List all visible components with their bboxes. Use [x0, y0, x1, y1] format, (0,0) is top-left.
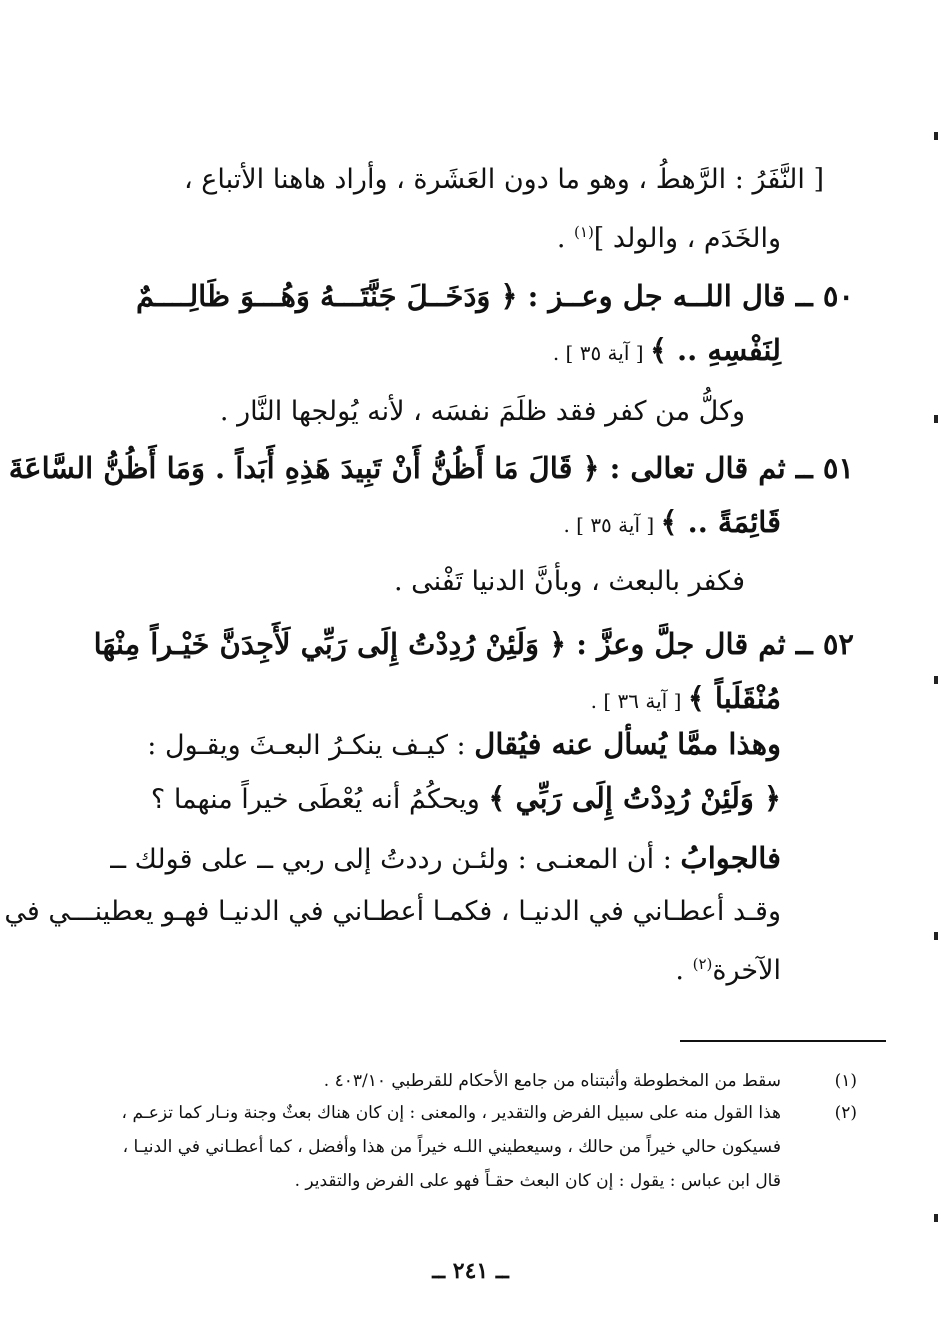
answer-line-2: وقـد أعطـاني في الدنيـا ، فكمـا أعطـاني في الدنيـا فهـو يعطينـــي في — [4, 896, 781, 927]
verse-52-line-2: مُنْقَلَباً ﴾ [ آية ٣٦ ] . — [590, 681, 781, 715]
scan-mark — [934, 1214, 938, 1222]
page-number: ــ ٢٤١ ــ — [432, 1258, 509, 1284]
scan-mark — [934, 415, 938, 423]
footnote-separator — [680, 1040, 886, 1042]
gloss-line-2: والخَدَم ، والولد ]$^{(١)}$ . — [556, 223, 781, 254]
footnote-2-line-1: هذا القول منه على سبيل الفرض والتقدير ، والمعنى : إن كان هناك بعثٌ وجنة ونـار كما تزعـم ، — [121, 1103, 781, 1123]
verse-50-ref: [ آية ٣٥ ] . — [552, 341, 650, 365]
scan-mark — [934, 676, 938, 684]
footnote-1-number: (١) — [834, 1071, 857, 1091]
footnote-1-text: سقط من المخطوطة وأثبتناه من جامع الأحكام للقرطبي ٤٠٣/١٠ . — [323, 1071, 781, 1091]
comment-50: وكلُّ من كفر فقد ظلَمَ نفسَه ، لأنه يُولجها النَّار . — [219, 396, 745, 427]
scan-mark — [934, 132, 938, 140]
verse-52-ref: [ آية ٣٦ ] . — [590, 689, 688, 713]
footnote-ref-1[interactable]: (١) — [574, 223, 594, 241]
gloss-line-1: [ النَّفَرُ : الرَّهطُ ، وهو ما دون العَشَرة ، وأراد هاهنا الأتباع ، — [183, 164, 824, 195]
footnote-2-number: (٢) — [834, 1103, 857, 1123]
footnote-2-line-2: فسيكون حالي خيراً من حالك ، وسيعطيني اللـه خيراً من هذا وأفضل ، كما أعطـاني في الدنيـا ، — [122, 1137, 781, 1157]
verse-50-line-1: ٥٠ ــ قال اللــه جل وعــز : ﴿ وَدَخَــلَ جَنَّتَـــهُ وَهُـــوَ ظَالِــــمٌ — [136, 279, 854, 313]
answer-line-3: الآخرة$^{(٢)}$ . — [675, 955, 781, 986]
scan-mark — [934, 932, 938, 940]
verse-50-line-2: لِنَفْسِهِ .. ﴾ [ آية ٣٥ ] . — [552, 333, 781, 367]
question-line-2: ﴿ وَلَئِنْ رُدِدْتُ إِلَى رَبِّي ﴾ ويحكُمُ أنه يُعْطَى خيراً منهما ؟ — [150, 781, 781, 815]
footnote-2-line-3: قال ابن عباس : يقول : إن كان البعث حقـاً فهو على الفرض والتقدير . — [294, 1171, 781, 1191]
verse-52-line-1: ٥٢ ــ ثم قال جلَّ وعزَّ : ﴿ وَلَئِنْ رُدِدْتُ إِلَى رَبِّي لَأَجِدَنَّ خَيْـراً مِنْهَا — [93, 627, 854, 661]
verse-51-line-1: ٥١ ــ ثم قال تعالى : ﴿ قَالَ مَا أَظُنُّ أَنْ تَبِيدَ هَذِهِ أَبَداً . وَمَا أَظُنُّ السَّاعَةَ — [8, 451, 854, 485]
footnote-ref-2[interactable]: (٢) — [692, 955, 713, 973]
verse-51-line-2: قَائِمَةً .. ﴾ [ آية ٣٥ ] . — [563, 505, 781, 539]
answer-line-1: فالجوابُ : أن المعنـى : ولئـن رددتُ إلى ربي ــ على قولك ــ — [110, 841, 781, 875]
verse-51-ref: [ آية ٣٥ ] . — [563, 513, 661, 537]
question-line-1: وهذا ممَّا يُسأل عنه فيُقال : كيـف ينكـرُ البعـثَ ويقـول : — [147, 727, 781, 761]
comment-51: فكفر بالبعث ، وبأنَّ الدنيا تَفْنى . — [393, 566, 745, 597]
